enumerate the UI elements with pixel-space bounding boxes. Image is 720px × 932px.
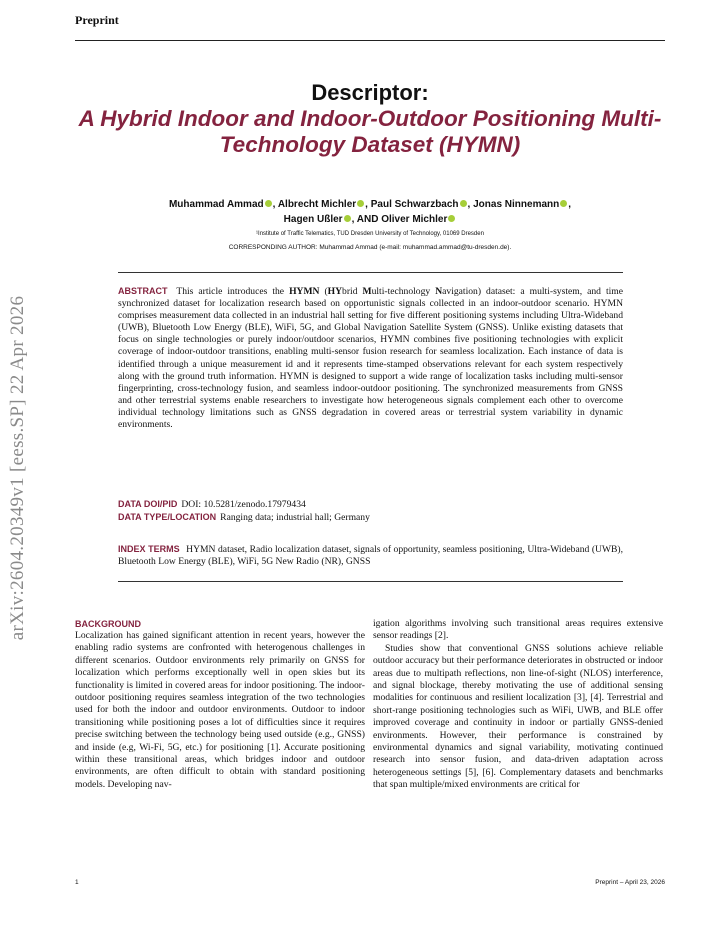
abstract-intro: This article introduces the — [176, 286, 285, 297]
orcid-icon[interactable] — [344, 215, 351, 222]
abstract-body: a multi-system, and time synchronized dataset for localization research based on opportunistic signals collected in an indoor-outdoor scenario. HYMN comprises measurement data collected in an industrial hall setting for five different positioning systems including Ultra-Wideband (UWB), Bluetooth Low Energy (BLE), WiFi, 5G, and Global Navigation Satellite System (GNSS). Unlike existing datasets that focus on single technologies or purely indoor/outdoor scenarios, HYMN combines five positioning technologies with explicit coverage of indoor-outdoor transitions, enabling multi-sensor fusion research for seamless localization. Each instance of data is identified through a unique measurement id and it represents time-stamped observations relevant for each system respectively along with the ground truth information. HYMN is designed to support a wide range of localization tasks including multi-sensor fingerprinting, cross-technology fusion, and seamless indoor-outdoor positioning. The synchronized measurements from GNSS and other terrestrial systems enable researchers to investigate how heterogeneous signals complement each other to overcome individual technology limitations such as GNSS degradation in covered areas or terrestrial system variability in dynamic environments. — [118, 286, 624, 431]
abstract-label: ABSTRACT — [118, 286, 168, 296]
author-name: Muhammad Ammad — [168, 199, 264, 210]
section-heading-background: BACKGROUND — [75, 619, 141, 629]
author-name: Hagen Ußler — [283, 214, 343, 225]
abstract-paren: ( — [319, 286, 328, 297]
abstract — [118, 285, 623, 431]
abstract-exp-1: HY — [327, 286, 343, 297]
title-main: Descriptor: — [311, 80, 429, 105]
orcid-icon[interactable] — [265, 200, 272, 207]
data-doi — [118, 498, 623, 511]
header-divider — [75, 40, 665, 41]
data-doi-label: DATA DOI/PID — [118, 499, 178, 509]
abstract-top-rule — [118, 272, 623, 273]
abstract-exp-2-rest: ulti-technology — [371, 286, 436, 297]
orcid-icon[interactable] — [460, 200, 467, 207]
author-name: Jonas Ninnemann — [473, 199, 560, 210]
arxiv-side-stamp — [2, 252, 34, 684]
title-subtitle: A Hybrid Indoor and Indoor-Outdoor Positioning Multi-Technology Dataset (HYMN) — [78, 106, 662, 157]
author-name: Paul Schwarzbach — [370, 199, 459, 210]
index-terms — [118, 543, 623, 568]
background-paragraph-continued: igation algorithms involving such transitional areas requires extensive sensor readings [2]. — [373, 618, 663, 642]
abstract-exp-3-rest: avigation) dataset: — [442, 286, 516, 297]
left-column — [75, 618, 365, 791]
author-name: Albrecht Michler — [277, 199, 357, 210]
header-label: Preprint — [75, 13, 119, 27]
author-name: AND Oliver Michler — [356, 214, 448, 225]
footer-date: Preprint – April 23, 2026 — [595, 879, 665, 886]
abstract-bottom-rule — [118, 581, 623, 582]
data-type-label: DATA TYPE/LOCATION — [118, 512, 217, 522]
abstract-exp-2: M — [362, 286, 372, 297]
title-block — [75, 80, 665, 158]
index-terms-value: HYMN dataset, Radio localization dataset, signals of opportunity, seamless positioning, Ultra-Wideband (UWB), Bluetooth Low Energy (BLE), WiFi, 5G New Radio (NR), GNSS — [118, 544, 623, 568]
orcid-icon[interactable] — [560, 200, 567, 207]
data-doi-value[interactable]: DOI: 10.5281/zenodo.17979434 — [181, 499, 306, 510]
abstract-acronym: HYMN — [289, 286, 320, 297]
data-type-value: Ranging data; industrial hall; Germany — [220, 512, 370, 523]
abstract-exp-1-rest: brid — [342, 286, 363, 297]
background-paragraph: Localization has gained significant attention in recent years, however the enabling radio systems are confronted with heterogenous challenges in different scenarios. Outdoor environments rely primarily on GNSS for localization which performs exceptionally well in open skies but its functionality is limited in covered areas for indoor positioning. The indoor-outdoor positioning requires seamless integration of the two technologies used for both the indoor and outdoor environments. Outdoor to indoor transitioning while positioning poses a lot of difficulties since it requires precise switching between the technology being used outside (e.g., GNSS) and inside (e.g, Wi-Fi, 5G, etc.) for positioning [1]. Accurate positioning within these transitional areas, which bridges indoor and outdoor environments, are often difficult to obtain with standard positioning models. Developing nav- — [75, 630, 365, 790]
background-paragraph: Studies show that conventional GNSS solutions achieve reliable outdoor accuracy but their performance deteriorates in obstructed or indoor areas due to multipath reflections, non line-of-sight (NLOS) interference, and signal blockage, thereby motivating the use of additional sensing modalities for continuous and resilient localization [3], [4]. Terrestrial and short-range positioning technologies such as WiFi, UWB, and BLE offer improved coverage and continuity in indoor or partially GNSS-denied environments. However, their performance is constrained by environmental dynamics and signal variability, motivating continued research into sensor fusion, and data-driven adaptation across heterogeneous settings [5], [6]. Complementary datasets and benchmarks that span multiple/mixed environments are critical for — [373, 642, 663, 791]
orcid-icon[interactable] — [448, 215, 455, 222]
data-type — [118, 511, 623, 524]
abstract-exp-3: N — [435, 286, 443, 297]
arxiv-identifier: arXiv:2604.20349v1 [eess.SP] 22 Apr 2026 — [7, 295, 29, 641]
affiliation: ¹Institute of Traffic Telematics, TUD Dresden University of Technology, 01069 Dresden — [256, 231, 484, 237]
corresponding-author: CORRESPONDING AUTHOR: Muhammad Ammad (e-mail: muhammad.ammad@tu-dresden.de). — [228, 244, 512, 251]
page-number: 1 — [75, 879, 79, 886]
right-column — [373, 618, 663, 792]
index-terms-label: INDEX TERMS — [118, 544, 180, 554]
orcid-icon[interactable] — [357, 200, 364, 207]
author-list: Muhammad Ammad , Albrecht Michler , Paul Schwarzbach , Jonas Ninnemann , Hagen Ußler , AND Oliver Michler — [168, 199, 572, 225]
